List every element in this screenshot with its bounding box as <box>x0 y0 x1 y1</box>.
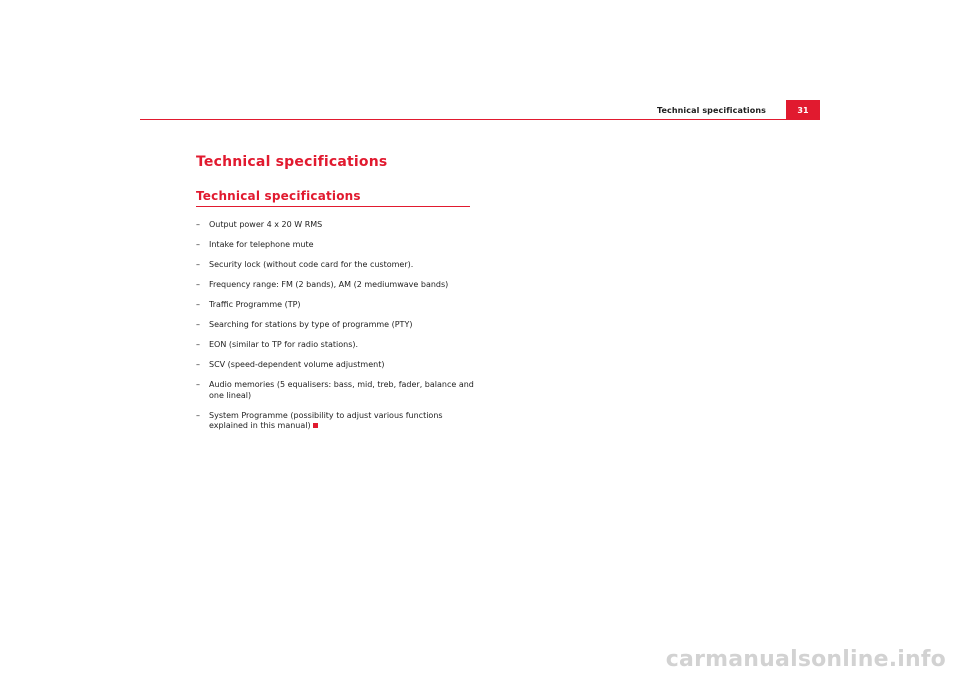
section-title: Technical specifications <box>196 189 361 203</box>
list-item-text: Traffic Programme (TP) <box>209 300 301 309</box>
spec-list <box>196 220 476 441</box>
list-dash: – <box>196 280 200 289</box>
watermark: carmanualsonline.info <box>665 647 946 672</box>
list-item-text: SCV (speed-dependent volume adjustment) <box>209 360 385 369</box>
list-item-text: Security lock (without code card for the customer). <box>209 260 414 269</box>
list-dash: – <box>196 300 200 309</box>
list-dash: – <box>196 360 200 369</box>
list-dash: – <box>196 320 200 329</box>
chapter-title: Technical specifications <box>196 154 388 170</box>
list-item <box>196 360 476 371</box>
header-divider <box>140 119 820 120</box>
page-number-badge <box>786 100 820 120</box>
list-dash: – <box>196 260 200 269</box>
list-dash: – <box>196 340 200 349</box>
list-item <box>196 411 476 432</box>
list-item <box>196 280 476 291</box>
header-title: Technical specifications <box>656 106 766 115</box>
list-item <box>196 260 476 271</box>
list-item <box>196 240 476 251</box>
list-dash: – <box>196 380 200 389</box>
list-item-text: EON (similar to TP for radio stations). <box>209 340 359 349</box>
section-end-marker <box>313 423 318 428</box>
list-item-text: Output power 4 x 20 W RMS <box>209 220 323 229</box>
list-item <box>196 220 476 231</box>
list-item-text: Intake for telephone mute <box>209 240 314 249</box>
list-item-text: Searching for stations by type of programme (PTY) <box>209 320 413 329</box>
list-item <box>196 320 476 331</box>
list-item <box>196 300 476 311</box>
list-item-text: Audio memories (5 equalisers: bass, mid, treb, fader, balance and one lineal) <box>209 380 474 400</box>
section-divider <box>196 206 470 207</box>
list-item-text: Frequency range: FM (2 bands), AM (2 mediumwave bands) <box>209 280 449 289</box>
list-item-text: System Programme (possibility to adjust various functions explained in this manual) <box>209 410 443 430</box>
list-dash: – <box>196 220 200 229</box>
page-number: 31 <box>797 105 809 115</box>
list-item <box>196 340 476 351</box>
list-dash: – <box>196 410 200 420</box>
list-dash: – <box>196 240 200 249</box>
list-item <box>196 380 476 401</box>
